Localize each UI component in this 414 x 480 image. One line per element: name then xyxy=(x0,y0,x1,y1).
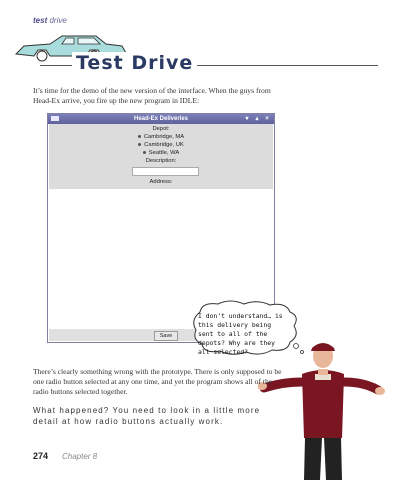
intro-paragraph: It’s time for the demo of the new version of the interface. When the guys from Head-Ex arrive, you fire up the new program in IDLE: xyxy=(33,86,271,105)
depot-option-label: Cambridge, MA xyxy=(143,134,185,140)
thought-bubble-text: I don’t understand… is this delivery being sent to all of the depots? Why are they all selected? xyxy=(198,312,283,356)
description-input[interactable] xyxy=(132,167,199,176)
section-title: Test Drive xyxy=(72,52,197,74)
chapter-label: Chapter 8 xyxy=(62,452,98,461)
depot-radio-cambridge-ma[interactable] xyxy=(49,134,273,140)
depot-option-label: Seattle, WA xyxy=(148,150,180,156)
window-menu-icon[interactable] xyxy=(51,116,59,121)
window-titlebar xyxy=(48,114,274,124)
depot-label: Depot: xyxy=(152,126,170,132)
form-area xyxy=(49,124,273,189)
depot-option-label: Cambridge, UK xyxy=(144,142,184,148)
maximize-icon[interactable]: ▴ xyxy=(255,116,259,122)
radio-dot-icon xyxy=(143,151,146,154)
description-label: Description: xyxy=(145,158,177,164)
header-tag-rest: drive xyxy=(49,16,67,25)
save-button[interactable]: Save xyxy=(154,331,178,341)
window-title: Head-Ex Deliveries xyxy=(133,116,189,122)
minimize-icon[interactable]: ▾ xyxy=(245,116,249,122)
depot-radio-seattle-wa[interactable] xyxy=(49,150,273,156)
address-label: Address: xyxy=(149,179,173,185)
callout-text: What happened? You need to look in a little more detail at how radio buttons actually work. xyxy=(33,406,261,426)
running-header xyxy=(33,16,67,25)
radio-dot-icon xyxy=(138,135,141,138)
body-paragraph: There’s clearly something wrong with the prototype. There is only supposed to be one radio button selected at any one time, and yet the program shows all of the radio buttons selected together. xyxy=(33,367,282,396)
page-number: 274 xyxy=(33,451,49,461)
depot-radio-cambridge-uk[interactable] xyxy=(49,142,273,148)
close-icon[interactable]: × xyxy=(265,116,269,122)
header-tag-bold: test xyxy=(33,16,48,25)
person-illustration xyxy=(258,338,388,480)
radio-dot-icon xyxy=(138,143,141,146)
